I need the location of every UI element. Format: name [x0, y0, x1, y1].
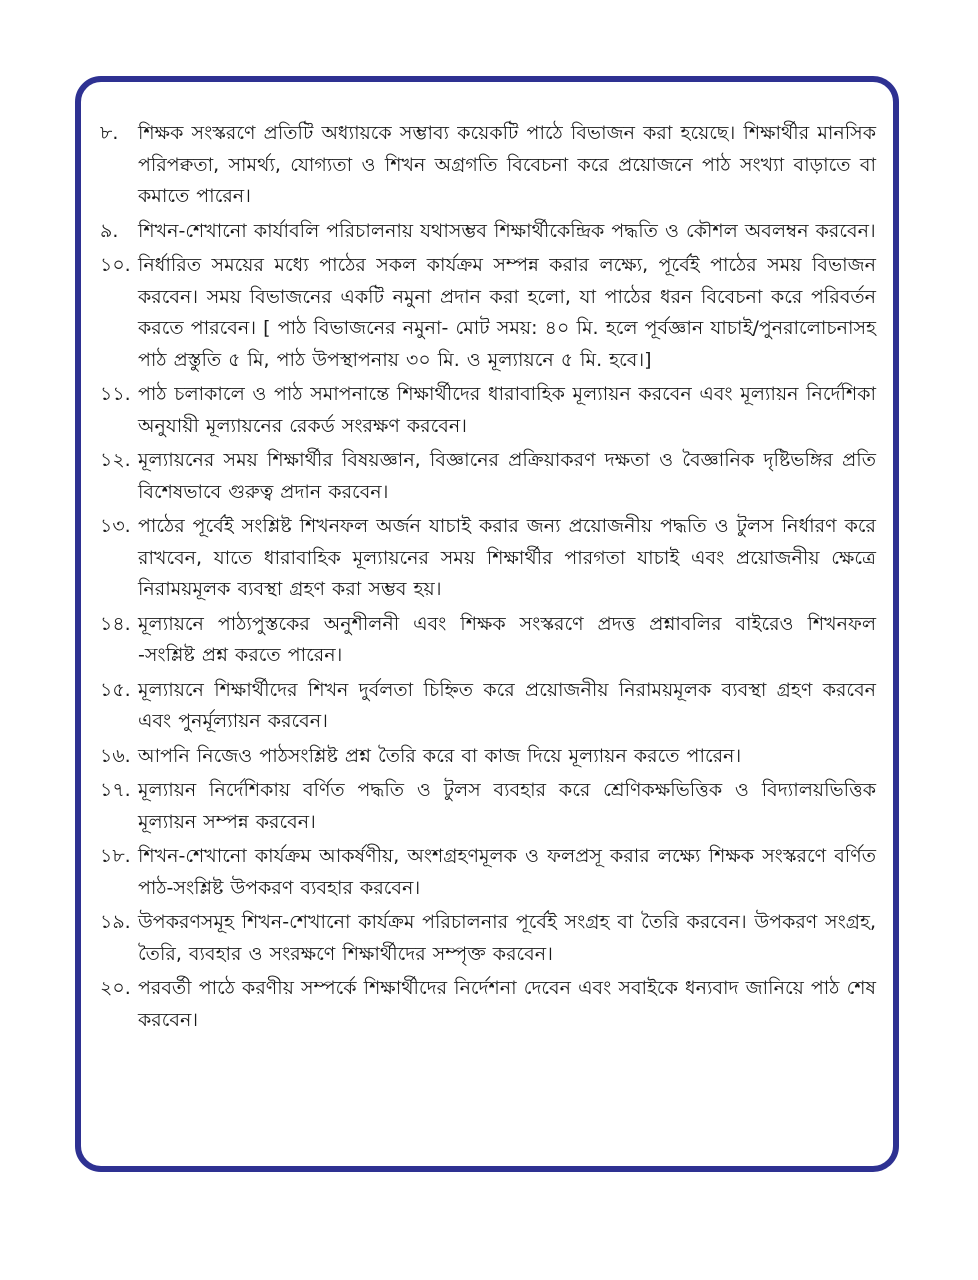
list-item [100, 250, 876, 376]
item-text: পাঠের পূর্বেই সংশ্লিষ্ট শিখনফল অর্জন যাচাই করার জন্য প্রয়োজনীয় পদ্ধতি ও টুলস নির্ধারণ করে রাখবেন, যাতে ধারাবাহিক মূল্যায়নের সময় শিক্ষার্থীর পারগতা যাচাই এবং প্রয়োজনীয় ক্ষেত্রে নিরাময়মূলক ব্যবস্থা গ্রহণ করা সম্ভব হয়। [138, 515, 876, 600]
item-number: ২০. [100, 977, 131, 999]
list-item [100, 379, 876, 442]
list-item [100, 841, 876, 904]
list-item [100, 775, 876, 838]
item-number: ১৭. [100, 779, 131, 801]
list-item [100, 741, 876, 773]
list-item [100, 675, 876, 738]
item-text: মূল্যায়ন নির্দেশিকায় বর্ণিত পদ্ধতি ও টুলস ব্যবহার করে শ্রেণিকক্ষভিত্তিক ও বিদ্যালয়ভিত্তিক মূল্যায়ন সম্পন্ন করবেন। [138, 779, 876, 833]
item-text: শিখন-শেখানো কার্যক্রম আকর্ষণীয়, অংশগ্রহণমূলক ও ফলপ্রসূ করার লক্ষ্যে শিক্ষক সংস্করণে বর্ণিত পাঠ-সংশ্লিষ্ট উপকরণ ব্যবহার করবেন। [138, 845, 876, 899]
list-item [100, 907, 876, 970]
item-text: পরবর্তী পাঠে করণীয় সম্পর্কে শিক্ষার্থীদের নির্দেশনা দেবেন এবং সবাইকে ধন্যবাদ জানিয়ে পাঠ শেষ করবেন। [138, 977, 876, 1031]
list-item [100, 118, 876, 213]
item-text: মূল্যায়নের সময় শিক্ষার্থীর বিষয়জ্ঞান, বিজ্ঞানের প্রক্রিয়াকরণ দক্ষতা ও বৈজ্ঞানিক দৃষ্টিভঙ্গির প্রতি বিশেষভাবে গুরুত্ব প্রদান করবেন। [138, 449, 876, 503]
item-number: ১১. [100, 383, 131, 405]
item-number: ১২. [100, 449, 131, 471]
list-item [100, 511, 876, 606]
item-number: ১৯. [100, 911, 131, 933]
item-text: নির্ধারিত সময়ের মধ্যে পাঠের সকল কার্যক্রম সম্পন্ন করার লক্ষ্যে, পূর্বেই পাঠের সময় বিভাজন করবেন। সময় বিভাজনের একটি নমুনা প্রদান করা হলো, যা পাঠের ধরন বিবেচনা করে পরিবর্তন করতে পারবেন। [ পাঠ বিভাজনের নমুনা- মোট সময়: ৪০ মি. হলে পূর্বজ্ঞান যাচাই/পুনরালোচনাসহ পাঠ প্রস্তুতি ৫ মি, পাঠ উপস্থাপনায় ৩০ মি. ও মূল্যায়নে ৫ মি. হবে।] [138, 254, 876, 371]
item-text: মূল্যায়নে শিক্ষার্থীদের শিখন দুর্বলতা চিহ্নিত করে প্রয়োজনীয় নিরাময়মূলক ব্যবস্থা গ্রহণ করবেন এবং পুনর্মূল্যায়ন করবেন। [138, 678, 876, 732]
item-text: পাঠ চলাকালে ও পাঠ সমাপনান্তে শিক্ষার্থীদের ধারাবাহিক মূল্যায়ন করবেন এবং মূল্যায়ন নির্দেশিকা অনুযায়ী মূল্যায়নের রেকর্ড সংরক্ষণ করবেন। [138, 383, 876, 437]
list-item [100, 445, 876, 508]
item-text: শিখন-শেখানো কার্যাবলি পরিচালনায় যথাসম্ভব শিক্ষার্থীকেন্দ্রিক পদ্ধতি ও কৌশল অবলম্বন করবেন। [138, 219, 876, 242]
item-text: আপনি নিজেও পাঠসংশ্লিষ্ট প্রশ্ন তৈরি করে বা কাজ দিয়ে মূল্যায়ন করতে পারেন। [138, 744, 742, 767]
item-text: উপকরণসমূহ শিখন-শেখানো কার্যক্রম পরিচালনার পূর্বেই সংগ্রহ বা তৈরি করবেন। উপকরণ সংগ্রহ, তৈরি, ব্যবহার ও সংরক্ষণে শিক্ষার্থীদের সম্পৃক্ত করবেন। [138, 911, 876, 965]
item-number: ১৩. [100, 515, 131, 537]
item-number: ৮. [100, 122, 119, 144]
item-text: মূল্যায়নে পাঠ্যপুস্তকের অনুশীলনী এবং শিক্ষক সংস্করণে প্রদত্ত প্রশ্নাবলির বাইরেও শিখনফল -সংশ্লিষ্ট প্রশ্ন করতে পারেন। [138, 612, 876, 666]
item-text: শিক্ষক সংস্করণে প্রতিটি অধ্যায়কে সম্ভাব্য কয়েকটি পাঠে বিভাজন করা হয়েছে। শিক্ষার্থীর মানসিক পরিপক্বতা, সামর্থ্য, যোগ্যতা ও শিখন অগ্রগতি বিবেচনা করে প্রয়োজনে পাঠ সংখ্যা বাড়াতে বা কমাতে পারেন। [138, 122, 876, 207]
list-item [100, 216, 876, 248]
instruction-list [100, 118, 876, 1039]
item-number: ১০. [100, 254, 131, 276]
list-item [100, 973, 876, 1036]
item-number: ১৫. [100, 678, 131, 701]
list-item [100, 609, 876, 672]
item-number: ১৬. [100, 744, 131, 767]
item-number: ৯. [100, 219, 119, 242]
item-number: ১৮. [100, 845, 131, 867]
item-number: ১৪. [100, 612, 131, 635]
